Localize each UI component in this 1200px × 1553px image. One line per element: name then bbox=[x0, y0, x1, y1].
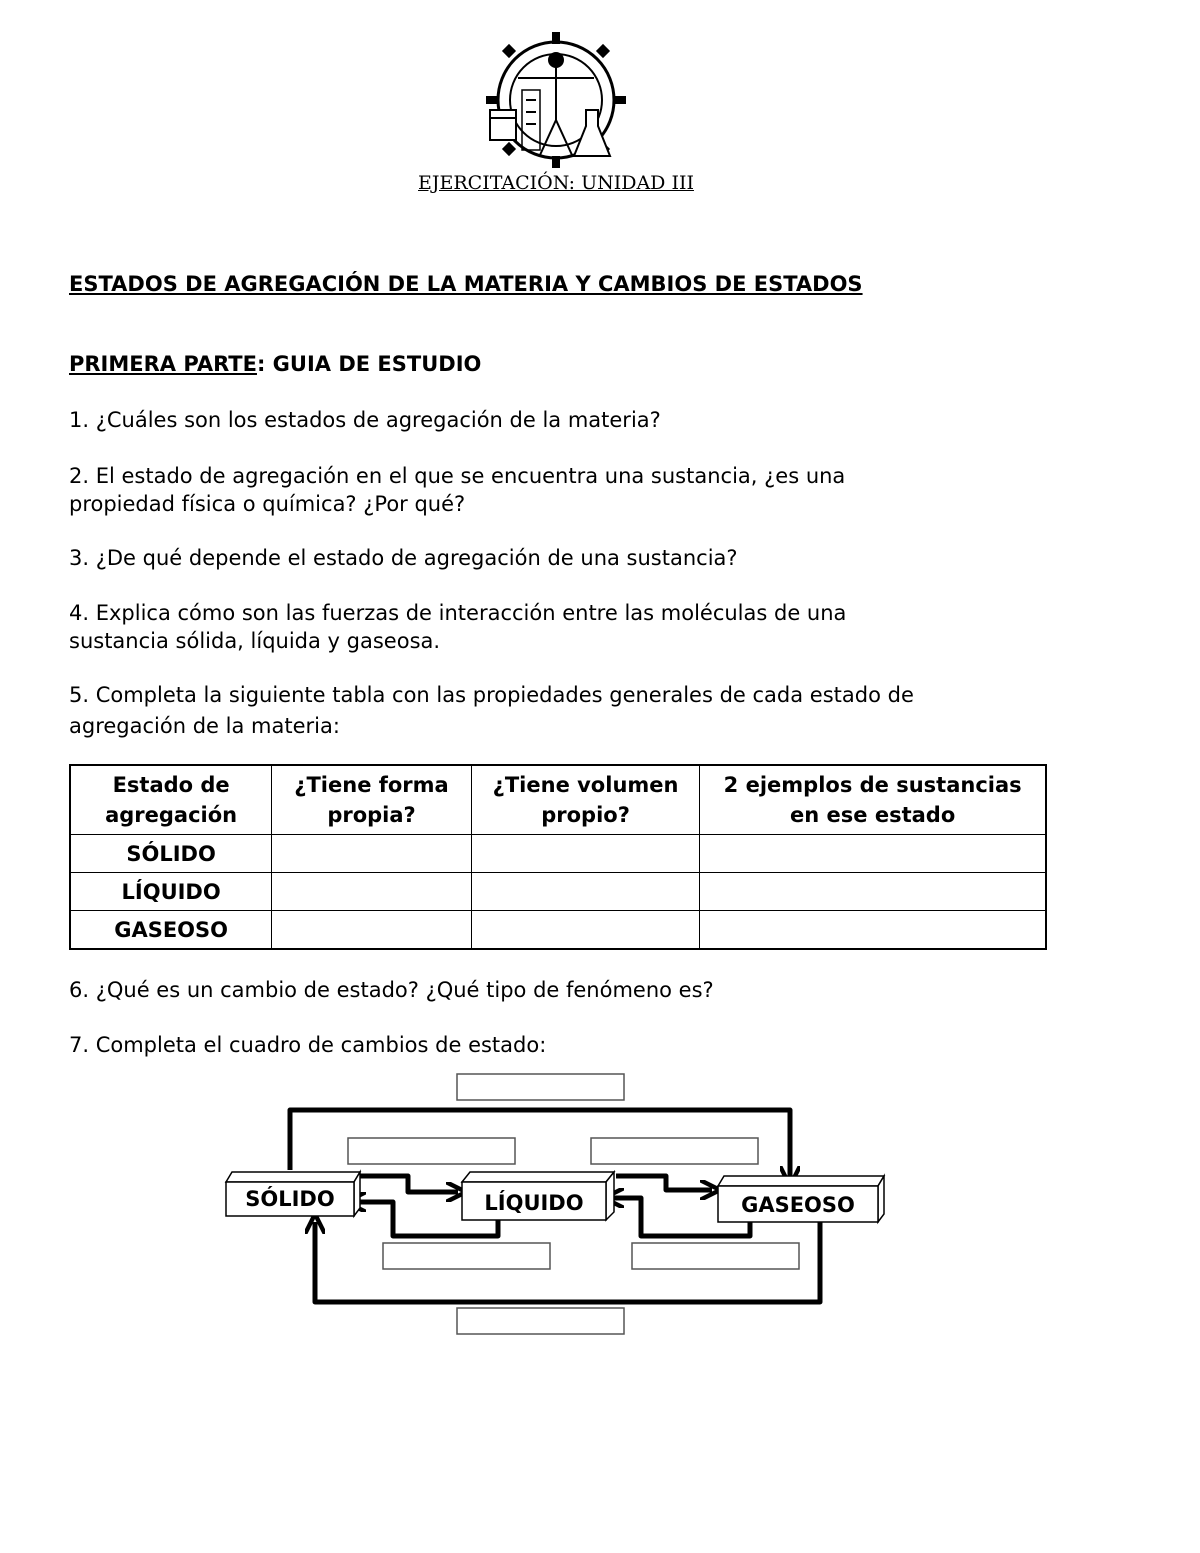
answer-cell[interactable] bbox=[272, 911, 472, 950]
table-header-row bbox=[70, 765, 1046, 835]
state-box-liquid bbox=[462, 1172, 614, 1220]
row-label-gas: GASEOSO bbox=[70, 911, 272, 950]
state-label-solid: SÓLIDO bbox=[245, 1187, 335, 1211]
answer-cell[interactable] bbox=[700, 873, 1046, 911]
table-row bbox=[70, 835, 1046, 873]
page-header: EJERCITACIÓN: UNIDAD III bbox=[418, 172, 694, 194]
answer-box-condensation[interactable] bbox=[632, 1243, 799, 1269]
answer-box-sublimation[interactable] bbox=[457, 1074, 624, 1100]
table-row bbox=[70, 911, 1046, 950]
answer-box-deposition[interactable] bbox=[457, 1308, 624, 1334]
row-label-liquid: LÍQUIDO bbox=[70, 873, 272, 911]
question-4-line-2: sustancia sólida, líquida y gaseosa. bbox=[69, 629, 441, 653]
school-logo bbox=[478, 30, 634, 174]
row-label-solid: SÓLIDO bbox=[70, 835, 272, 873]
answer-cell[interactable] bbox=[471, 835, 700, 873]
arrow-solid-to-liquid bbox=[358, 1176, 458, 1192]
header-examples: 2 ejemplos de sustancias en ese estado bbox=[700, 765, 1046, 835]
question-2-line-1: 2. El estado de agregación en el que se encuentra una sustancia, ¿es una bbox=[69, 464, 846, 488]
question-4 bbox=[69, 599, 1069, 655]
answer-cell[interactable] bbox=[471, 873, 700, 911]
question-6: 6. ¿Qué es un cambio de estado? ¿Qué tipo de fenómeno es? bbox=[69, 978, 714, 1002]
question-5-line-2: agregación de la materia: bbox=[69, 714, 340, 738]
question-4-line-1: 4. Explica cómo son las fuerzas de interacción entre las moléculas de una bbox=[69, 601, 847, 625]
document-title: ESTADOS DE AGREGACIÓN DE LA MATERIA Y CAMBIOS DE ESTADOS bbox=[69, 272, 863, 296]
answer-cell[interactable] bbox=[700, 835, 1046, 873]
answer-box-vaporization[interactable] bbox=[591, 1138, 758, 1164]
answer-cell[interactable] bbox=[700, 911, 1046, 950]
section-rest: : GUIA DE ESTUDIO bbox=[256, 352, 482, 376]
answer-box-solidification[interactable] bbox=[383, 1243, 550, 1269]
header-volume: ¿Tiene volumen propio? bbox=[471, 765, 700, 835]
state-box-solid bbox=[226, 1172, 360, 1216]
question-2 bbox=[69, 462, 1069, 518]
header-shape: ¿Tiene forma propia? bbox=[272, 765, 472, 835]
section-part: PRIMERA PARTE bbox=[69, 352, 257, 376]
section-heading bbox=[69, 352, 481, 376]
table-row bbox=[70, 873, 1046, 911]
state-label-liquid: LÍQUIDO bbox=[484, 1191, 584, 1215]
answer-cell[interactable] bbox=[471, 911, 700, 950]
header-state: Estado de agregación bbox=[70, 765, 272, 835]
answer-box-fusion[interactable] bbox=[348, 1138, 515, 1164]
states-properties-table bbox=[69, 764, 1047, 950]
question-1: 1. ¿Cuáles son los estados de agregación de la materia? bbox=[69, 408, 661, 432]
state-box-gas bbox=[718, 1176, 884, 1222]
answer-cell[interactable] bbox=[272, 873, 472, 911]
question-5 bbox=[69, 680, 1069, 742]
question-7: 7. Completa el cuadro de cambios de estado: bbox=[69, 1033, 547, 1057]
state-label-gas: GASEOSO bbox=[741, 1193, 855, 1217]
question-3: 3. ¿De qué depende el estado de agregación de una sustancia? bbox=[69, 546, 738, 570]
question-5-line-1: 5. Completa la siguiente tabla con las propiedades generales de cada estado de bbox=[69, 683, 914, 707]
answer-cell[interactable] bbox=[272, 835, 472, 873]
arrow-liquid-to-gas bbox=[616, 1176, 712, 1190]
question-2-line-2: propiedad física o química? ¿Por qué? bbox=[69, 492, 466, 516]
state-change-diagram bbox=[220, 1066, 900, 1346]
